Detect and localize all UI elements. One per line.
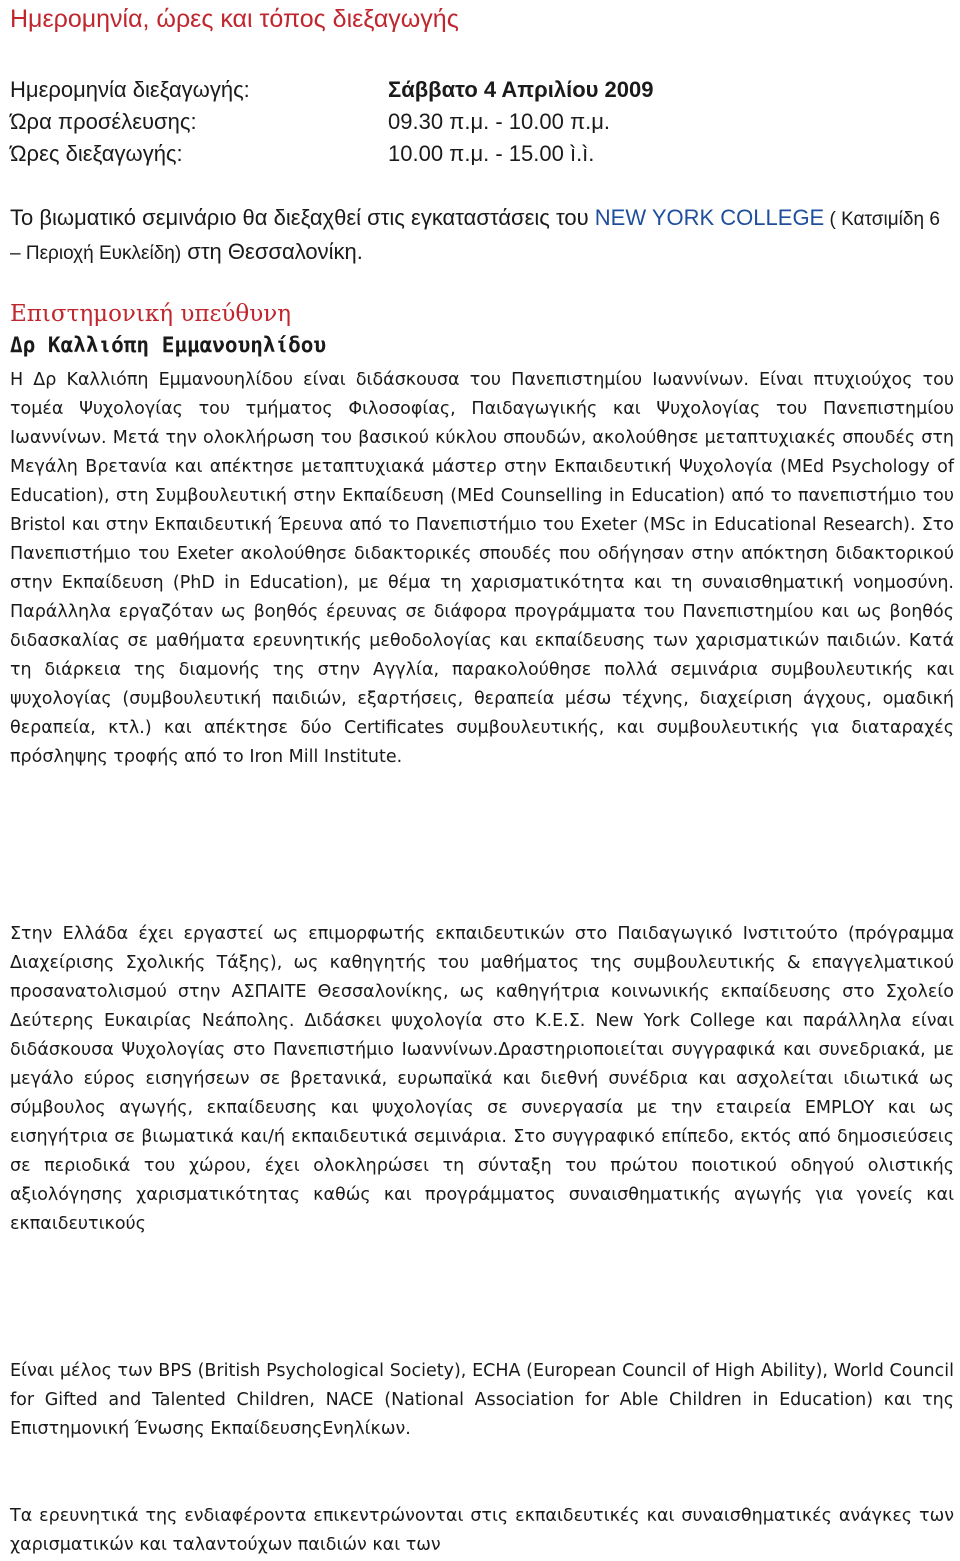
scientific-responsible-title: Επιστημονική υπεύθυνη: [10, 301, 291, 327]
research-interests-paragraph: Τα ερευνητικά της ενδιαφέροντα επικεντρώνονται στις εκπαιδευτικές και συναισθηματικές ανάγκες των χαρισματικών και ταλαντούχων παιδιών και των: [10, 1506, 954, 1555]
date-label: Ημερομηνία διεξαγωγής:: [10, 77, 250, 102]
hours-label: Ώρες διεξαγωγής:: [10, 141, 183, 166]
venue-paragraph: [10, 202, 954, 270]
bio-paragraph-2: Στην Ελλάδα έχει εργαστεί ως επιμορφωτής εκπαιδευτικών στο Παιδαγωγικό Ινστιτούτο (πρόγραμμα Διαχείρισης Σχολικής Τάξης), ως καθηγητής του μαθήματος της συμβουλευτικής & επαγγελματικού προσανατολισμού στην ΑΣΠΑΙΤΕ Θεσσαλονίκης, ως καθηγήτρια κοινωνικής εκπαίδευσης στο Σχολείο Δεύτερης Ευκαιρίας Νεάπολης. Διδάσκει ψυχολογία στο Κ.Ε.Σ. New York College και παράλληλα είναι διδάσκουσα Ψυχολογίας στο Πανεπιστήμιο Ιωαννίνων.Δραστηριοποιείται συγγραφικά και συνεδριακά, με μεγάλο εύρος εισηγήσεων σε βρετανικά, ευρωπαϊκά και διεθνή συνέδρια και ασχολείται ιδιωτικά ως σύμβουλος αγωγής, εκπαίδευσης και ψυχολογίας σε συνεργασία με την εταιρεία EMPLOY και ως εισηγήτρια σε βιωματικά και/ή εκπαιδευτικά σεμινάρια. Στο συγγραφικό επίπεδο, εκτός από δημοσιεύσεις σε περιοδικά του χώρου, έχει ολοκληρώσει τη σύνταξη του πρώτου ποιοτικού οδηγού ολιστικής αξιολόγησης χαρισματικότητας καθώς και προγράμματος συναισθηματικής αγωγής για γονείς και εκπαιδευτικούς: [10, 924, 954, 1234]
section-heading: Ημερομηνία, ώρες και τόπος διεξαγωγής: [10, 5, 459, 33]
bio-paragraph-1: Η Δρ Καλλιόπη Εμμανουηλίδου είναι διδάσκουσα του Πανεπιστημίου Ιωαννίνων. Είναι πτυχιούχος του τομέα Ψυχολογίας του τμήματος Φιλοσοφίας, Παιδαγωγικής και Ψυχολογίας του Πανεπιστημίου Ιωαννίνων. Μετά την ολοκλήρωση του βασικού κύκλου σπουδών, ακολούθησε μεταπτυχιακές σπουδές στη Μεγάλη Βρετανία και απέκτησε μεταπτυχιακά μάστερ στην Εκπαιδευτική Ψυχολογία (MEd Psychology of Education), στη Συμβουλευτική στην Εκπαίδευση (MEd Counselling in Education) από το πανεπιστήμιο του Bristol και στην Εκπαιδευτική Έρευνα από το Πανεπιστήμιο του Exeter (MSc in Educational Research). Στο Πανεπιστήμιο του Exeter ακολούθησε διδακτορικές σπουδές που οδήγησαν στην απόκτηση διδακτορικού στην Εκπαίδευση (PhD in Education), με θέμα τη χαρισματικότητα και τη συναισθηματική νοημοσύνη. Παράλληλα εργαζόταν ως βοηθός έρευνας σε διάφορα προγράμματα του Πανεπιστημίου και ως βοηθός διδασκαλίας σε μαθήματα ερευνητικής μεθοδολογίας και εκπαίδευσης των χαρισματικών παιδιών. Κατά τη διάρκεια της διαμονής της στην Αγγλία, παρακολούθησε πολλά σεμινάρια συμβουλευτικής και ψυχολογίας (συμβουλευτική παιδιών, εξαρτήσεις, θεραπεία μέσω τέχνης, διαχείριση άγχους, ομαδική θεραπεία, κτλ.) και απέκτησε δύο Certificates συμβουλευτικής, και συμβουλευτικής για διαταραχές πρόσληψης τροφής από το Iron Mill Institute.: [10, 370, 954, 767]
venue-city: στη Θεσσαλονίκη.: [181, 239, 363, 264]
memberships-paragraph: Είναι μέλος των BPS (British Psychological Society), ECHA (European Council of High Ability), World Council for Gifted and Talented Children, NACE (National Association for Able Children in Education) και της Επιστημονική Ένωσης ΕκπαίδευσηςΕνηλίκων.: [10, 1361, 954, 1439]
person-name: Δρ Καλλιόπη Εμμανουηλίδου: [10, 333, 327, 357]
venue-intro: Το βιωματικό σεμινάριο θα διεξαχθεί στις εγκαταστάσεις του: [10, 205, 595, 230]
hours-value: 10.00 π.μ. - 15.00 ì.ì.: [388, 141, 595, 166]
college-name: NEW YORK COLLEGE: [594, 205, 825, 230]
arrival-value: 09.30 π.μ. - 10.00 π.μ.: [388, 109, 611, 134]
arrival-label: Ώρα προσέλευσης:: [10, 109, 197, 134]
venue-address: ( Κατσιμίδη 6 – Περιοχή Ευκλείδη): [10, 209, 940, 264]
date-value: Σάββατο 4 Απριλίου 2009: [388, 77, 654, 102]
